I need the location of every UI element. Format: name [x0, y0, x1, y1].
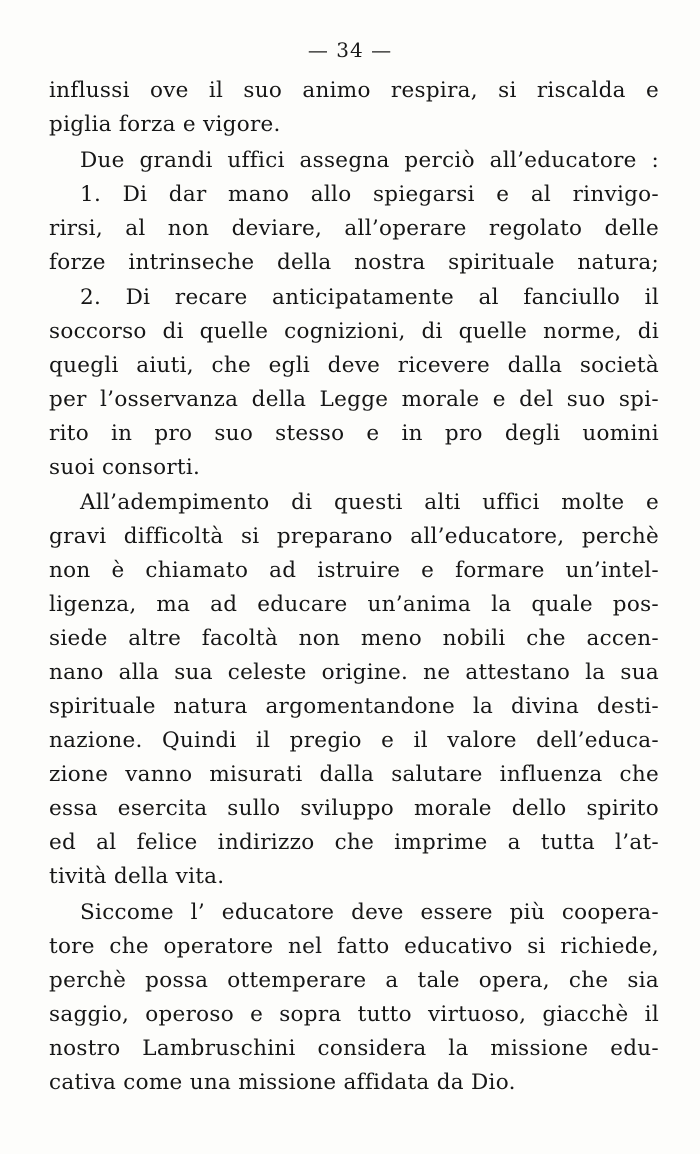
text-line: Due grandi uffici assegna perciò all’educatore :: [80, 148, 659, 173]
text-line: 1. Di dar mano allo spiegarsi e al rinvigo-: [80, 182, 659, 207]
text-line: nazione. Quindi il pregio e il valore dell’educa-: [49, 728, 659, 753]
text-line: ligenza, ma ad educare un’anima la quale pos-: [49, 592, 659, 617]
text-line: quegli aiuti, che egli deve ricevere dalla società: [49, 353, 659, 378]
text-line: perchè possa ottemperare a tale opera, che sia: [49, 968, 659, 993]
page-number: — 34 —: [307, 38, 393, 62]
text-line: saggio, operoso e sopra tutto virtuoso, giacchè il: [49, 1002, 659, 1027]
text-line: zione vanno misurati dalla salutare influenza che: [49, 762, 659, 787]
text-line: essa esercita sullo sviluppo morale dello spirito: [49, 796, 659, 821]
text-line: non è chiamato ad istruire e formare un’intel-: [49, 558, 659, 583]
text-line: tore che operatore nel fatto educativo si richiede,: [49, 934, 659, 959]
text-line: spirituale natura argomentandone la divina desti-: [49, 694, 659, 719]
text-line: ed al felice indirizzo che imprime a tutta l’at-: [49, 830, 659, 855]
text-line: 2. Di recare anticipatamente al fanciullo il: [80, 285, 659, 310]
text-line: nano alla sua celeste origine. ne attestano la sua: [49, 660, 659, 685]
text-line: siede altre facoltà non meno nobili che accen-: [49, 626, 659, 651]
text-line: per l’osservanza della Legge morale e del suo spi-: [49, 387, 659, 412]
text-line: All’adempimento di questi alti uffici molte e: [80, 490, 659, 515]
text-line: influssi ove il suo animo respira, si riscalda e: [49, 78, 659, 103]
text-line: rito in pro suo stesso e in pro degli uomini: [49, 421, 659, 446]
text-line: suoi consorti.: [49, 455, 201, 480]
text-line: soccorso di quelle cognizioni, di quelle norme, di: [49, 319, 659, 344]
text-line: Siccome l’ educatore deve essere più coopera-: [80, 900, 659, 925]
text-line: cativa come una missione affidata da Dio.: [49, 1070, 516, 1095]
text-line: rirsi, al non deviare, all’operare regolato delle: [49, 216, 659, 241]
text-line: nostro Lambruschini considera la missione edu-: [49, 1036, 659, 1061]
text-line: piglia forza e vigore.: [49, 112, 281, 137]
text-line: gravi difficoltà si preparano all’educatore, perchè: [49, 524, 659, 549]
text-line: tività della vita.: [49, 864, 225, 889]
text-line: forze intrinseche della nostra spirituale natura;: [49, 250, 659, 275]
